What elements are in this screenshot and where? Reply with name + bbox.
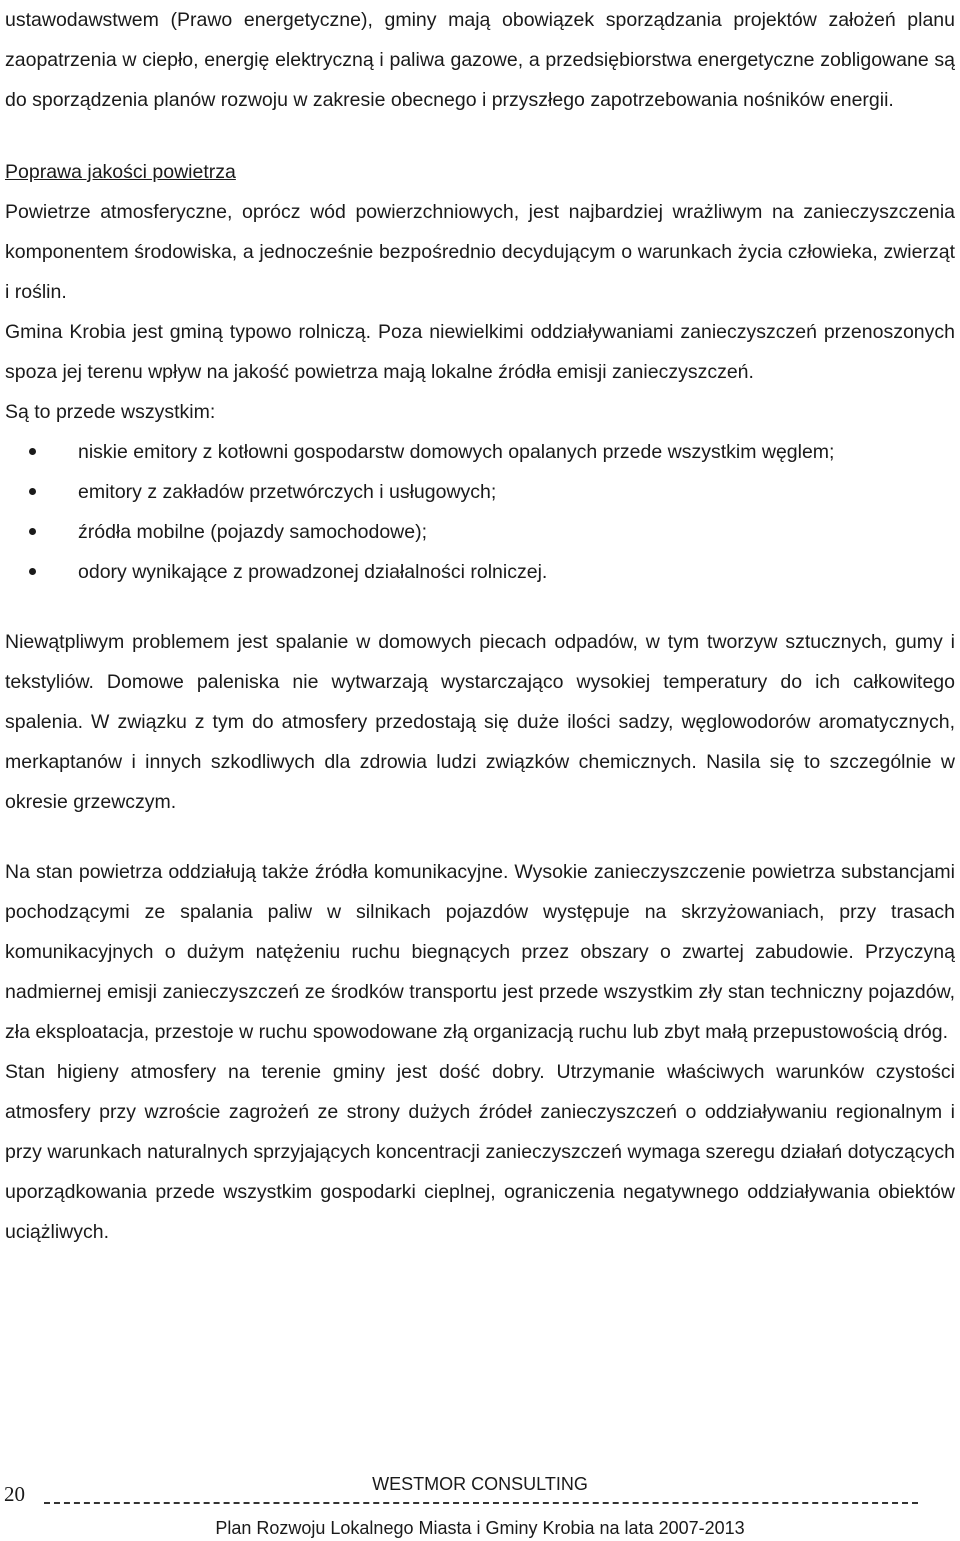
paragraph-household-burning: Niewątpliwym problemem jest spalanie w domowych piecach odpadów, w tym tworzyw sztucznych, gumy i tekstyliów. Domowe paleniska nie wytwarzają wystarczająco wysokiej temperatury do ich całkowitego spalenia. W związku z tym do atmosfery przedostają się duże ilości sadzy, węglowodorów aromatycznych, merkaptanów i innych szkodliwych dla zdrowia ludzi związków chemicznych. Nasila się to szczególnie w okresie grzewczym. — [5, 631, 955, 813]
emission-sources-list — [5, 432, 955, 592]
list-item: niskie emitory z kotłowni gospodarstw domowych opalanych przede wszystkim węglem; — [5, 432, 955, 472]
paragraph-sources-intro: Są to przede wszystkim: — [5, 401, 216, 423]
page-footer — [0, 1470, 960, 1541]
page-number: 20 — [4, 1482, 25, 1506]
spacer — [5, 822, 955, 852]
footer-rule — [44, 1502, 918, 1504]
section-heading: Poprawa jakości powietrza — [5, 161, 236, 183]
paragraph-hygiene: Stan higieny atmosfery na terenie gminy jest dość dobry. Utrzymanie właściwych warunków czystości atmosfery przy wzroście zagrożeń ze strony dużych źródeł zanieczyszczeń o oddziaływaniu regionalnym i przy warunkach naturalnych sprzyjających koncentracji zanieczyszczeń wymaga szeregu działań dotyczących uporządkowania przede wszystkim gospodarki cieplnej, ograniczenia negatywnego oddziaływania obiektów uciążliwych. — [5, 1061, 955, 1243]
company-name: WESTMOR CONSULTING — [372, 1474, 588, 1494]
list-item: odory wynikające z prowadzonej działalności rolniczej. — [5, 552, 955, 592]
paragraph-transport: Na stan powietrza oddziałują także źródła komunikacyjne. Wysokie zanieczyszczenie powietrza substancjami pochodzącymi ze spalania paliw w silnikach pojazdów występuje na skrzyżowaniach, przy trasach komunikacyjnych o dużym natężeniu ruchu biegnących przez obszary o zwartej zabudowie. Przyczyną nadmiernej emisji zanieczyszczeń ze środków transportu jest przede wszystkim zły stan techniczny pojazdów, zła eksploatacja, przestoje w ruchu spowodowane złą organizacją ruchu lub zbyt małą przepustowością dróg. — [5, 861, 955, 1043]
page-body — [5, 0, 955, 1252]
intro-paragraph: ustawodawstwem (Prawo energetyczne), gminy mają obowiązek sporządzania projektów założeń planu zaopatrzenia w ciepło, energię elektryczną i paliwa gazowe, a przedsiębiorstwa energetyczne zobligowane są do sporządzenia planów rozwoju w zakresie obecnego i przyszłego zapotrzebowania nośników energii. — [5, 9, 955, 111]
list-item: źródła mobilne (pojazdy samochodowe); — [5, 512, 955, 552]
spacer — [5, 592, 955, 622]
document-title: Plan Rozwoju Lokalnego Miasta i Gminy Krobia na lata 2007-2013 — [215, 1518, 745, 1538]
list-item: emitory z zakładów przetwórczych i usługowych; — [5, 472, 955, 512]
paragraph-air: Powietrze atmosferyczne, oprócz wód powierzchniowych, jest najbardziej wrażliwym na zanieczyszczenia komponentem środowiska, a jednocześnie bezpośrednio decydującym o warunkach życia człowieka, zwierząt i roślin. — [5, 201, 955, 303]
paragraph-gmina: Gmina Krobia jest gminą typowo rolniczą. Poza niewielkimi oddziaływaniami zanieczyszczeń przenoszonych spoza jej terenu wpływ na jakość powietrza mają lokalne źródła emisji zanieczyszczeń. — [5, 321, 955, 383]
